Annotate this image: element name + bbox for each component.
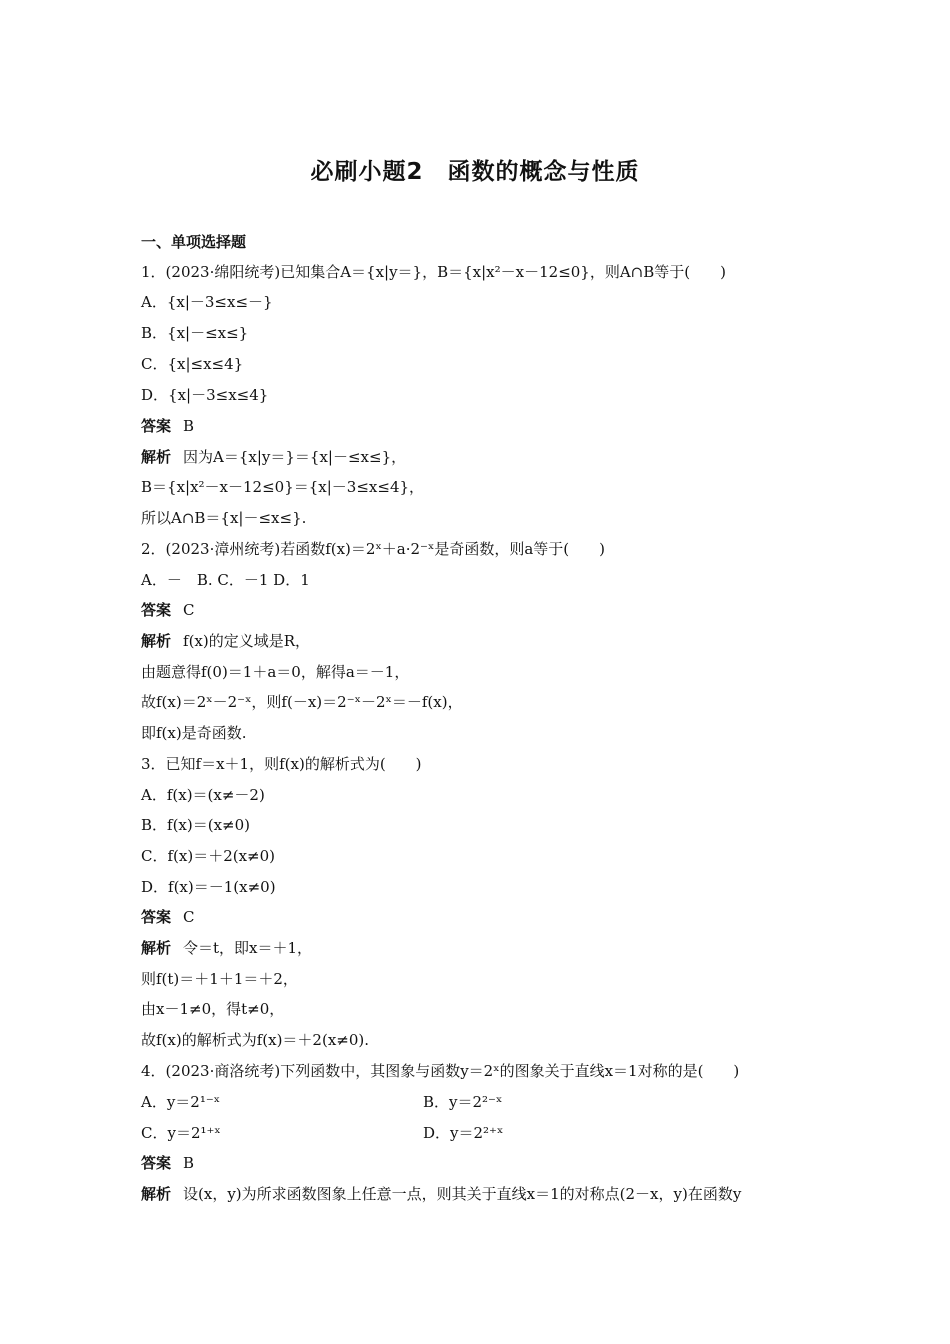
q2-analysis-text-1: f(x)的定义域是R， [183,632,311,650]
q1-option-a: A．{x|－3≤x≤－} [141,293,273,311]
q3-answer [141,907,195,927]
q4-answer [141,1153,194,1173]
section-heading: 一、单项选择题 [141,233,247,251]
q2-answer [141,600,195,620]
q3-option-c: C．f(x)＝＋2(x≠0) [141,847,276,865]
q2-answer-value: C [183,601,195,619]
q4-option-d: D．y＝2²⁺ˣ [423,1124,504,1142]
q1-option-c: C．{x|≤x≤4} [141,355,244,373]
q2-analysis-4: 即f(x)是奇函数. [141,724,247,742]
q4-option-b: B．y＝2²⁻ˣ [423,1093,503,1111]
q1-option-b: B．{x|－≤x≤} [141,324,249,342]
answer-label: 答案 [141,417,172,435]
q3-analysis-text-1: 令＝t，即x＝＋1， [183,939,313,957]
q4-analysis-text-1: 设(x，y)为所求函数图象上任意一点，则其关于直线x＝1的对称点(2－x，y)在函数y [183,1185,742,1203]
question-4-stem: 4．(2023·商洛统考)下列函数中，其图象与函数y＝2ˣ的图象关于直线x＝1对称的是( ) [141,1062,740,1080]
q2-analysis-2: 由题意得f(0)＝1＋a＝0，解得a＝－1， [141,663,410,681]
q4-analysis-1 [141,1184,741,1204]
q3-option-d: D．f(x)＝－1(x≠0) [141,878,276,896]
q2-options: A．－ B. C．－1 D．1 [141,571,310,589]
q1-analysis-text-1: 因为A＝{x|y＝}＝{x|－≤x≤}， [183,448,407,466]
question-2-stem: 2．(2023·漳州统考)若函数f(x)＝2ˣ＋a·2⁻ˣ是奇函数，则a等于( ) [141,540,605,558]
q4-options-row-1 [141,1092,220,1112]
q1-analysis-1 [141,447,406,467]
page-title: 必刷小题2 函数的概念与性质 [310,159,640,185]
question-3-stem: 3．已知f＝x＋1，则f(x)的解析式为( ) [141,755,422,773]
q3-option-a: A．f(x)＝(x≠－2) [141,786,265,804]
q4-option-a: A．y＝2¹⁻ˣ [141,1093,221,1111]
analysis-label: 解析 [141,939,172,957]
q2-analysis-3: 故f(x)＝2ˣ－2⁻ˣ，则f(－x)＝2⁻ˣ－2ˣ＝－f(x)， [141,693,463,711]
q3-analysis-4: 故f(x)的解析式为f(x)＝＋2(x≠0). [141,1031,370,1049]
q1-answer-value: B [183,417,195,435]
q1-answer [141,416,194,436]
q3-analysis-1 [141,938,312,958]
q4-answer-value: B [183,1154,195,1172]
q3-analysis-2: 则f(t)＝＋1＋1＝＋2， [141,970,298,988]
question-1-stem: 1．(2023·绵阳统考)已知集合A＝{x|y＝}，B＝{x|x²－x－12≤0}，则A∩B等于( ) [141,263,726,281]
analysis-label: 解析 [141,448,172,466]
q3-answer-value: C [183,908,195,926]
q3-analysis-3: 由x－1≠0，得t≠0， [141,1000,285,1018]
q4-option-c: C．y＝2¹⁺ˣ [141,1124,221,1142]
answer-label: 答案 [141,1154,172,1172]
q1-analysis-2: B＝{x|x²－x－12≤0}＝{x|－3≤x≤4}， [141,478,425,496]
q1-analysis-3: 所以A∩B＝{x|－≤x≤}. [141,509,307,527]
analysis-label: 解析 [141,632,172,650]
analysis-label: 解析 [141,1185,172,1203]
q2-analysis-1 [141,631,310,651]
answer-label: 答案 [141,908,172,926]
q1-option-d: D．{x|－3≤x≤4} [141,386,269,404]
answer-label: 答案 [141,601,172,619]
q3-option-b: B．f(x)＝(x≠0) [141,816,251,834]
